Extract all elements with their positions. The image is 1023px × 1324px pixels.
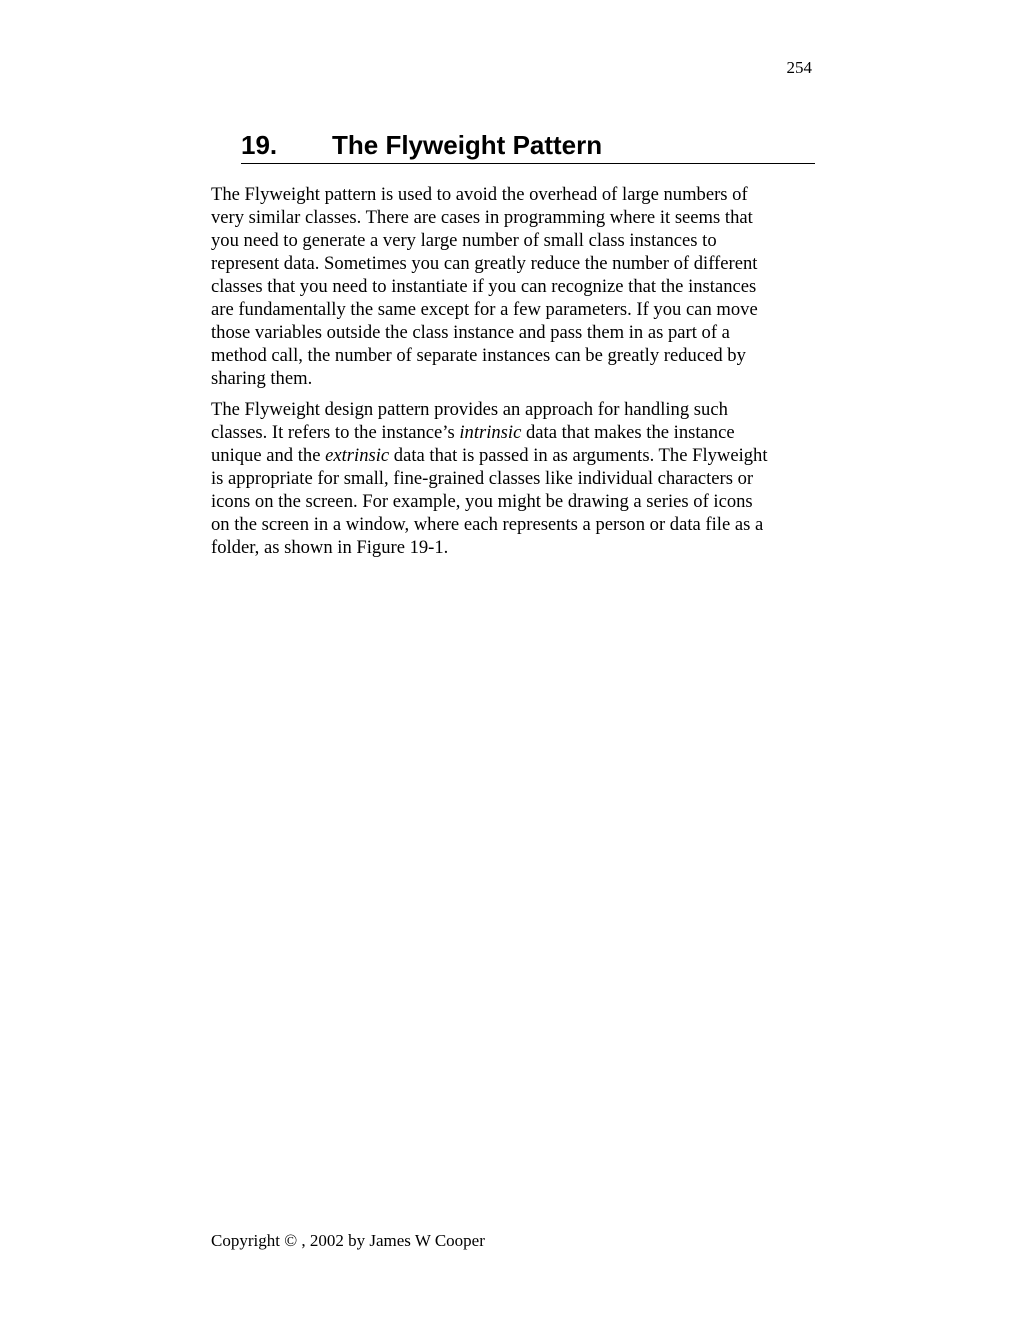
chapter-title: The Flyweight Pattern [332, 130, 603, 160]
text-segment: is appropriate for small, fine-grained classes like individual characters or [211, 468, 754, 489]
text-line [211, 421, 821, 444]
text-line [211, 513, 821, 536]
page-number: 254 [786, 58, 812, 77]
text-line [211, 536, 821, 559]
text-segment: icons on the screen. For example, you might be drawing a series of icons [211, 491, 753, 512]
text-segment: you need to generate a very large number of small class instances to [211, 230, 717, 251]
text-line [211, 183, 821, 206]
text-segment: The Flyweight pattern is used to avoid the overhead of large numbers of [211, 184, 748, 205]
text-line [211, 444, 821, 467]
chapter-heading [241, 128, 815, 164]
text-segment: data that is passed in as arguments. The Flyweight [389, 445, 768, 466]
paragraph [211, 183, 821, 390]
text-line [211, 229, 821, 252]
text-segment: data that makes the instance [521, 422, 735, 443]
text-line [211, 398, 821, 421]
footer-copyright: Copyright © , 2002 by James W Cooper [211, 1231, 485, 1250]
text-segment: those variables outside the class instance and pass them in as part of a [211, 322, 730, 343]
emphasized-term: intrinsic [459, 422, 522, 443]
text-line [211, 252, 821, 275]
text-segment: classes that you need to instantiate if you can recognize that the instances [211, 276, 757, 297]
text-line [211, 298, 821, 321]
text-segment: unique and the [211, 445, 326, 466]
text-line [211, 206, 821, 229]
text-segment: folder, as shown in Figure 19-1. [211, 537, 449, 558]
text-line [211, 490, 821, 513]
text-segment: on the screen in a window, where each represents a person or data file as a [211, 514, 764, 535]
text-segment: represent data. Sometimes you can greatly reduce the number of different [211, 253, 758, 274]
text-segment: method call, the number of separate instances can be greatly reduced by [211, 345, 746, 366]
text-segment: are fundamentally the same except for a few parameters. If you can move [211, 299, 758, 320]
emphasized-term: extrinsic [325, 445, 390, 466]
text-segment: very similar classes. There are cases in programming where it seems that [211, 207, 753, 228]
text-line [211, 275, 821, 298]
text-line [211, 467, 821, 490]
text-line [211, 344, 821, 367]
text-line [211, 321, 821, 344]
text-segment: sharing them. [211, 368, 313, 389]
chapter-number: 19. [241, 130, 278, 160]
text-line [211, 367, 821, 390]
body-text [211, 183, 821, 567]
paragraph [211, 398, 821, 559]
text-segment: classes. It refers to the instance’s [211, 422, 460, 443]
text-segment: The Flyweight design pattern provides an approach for handling such [211, 399, 728, 420]
